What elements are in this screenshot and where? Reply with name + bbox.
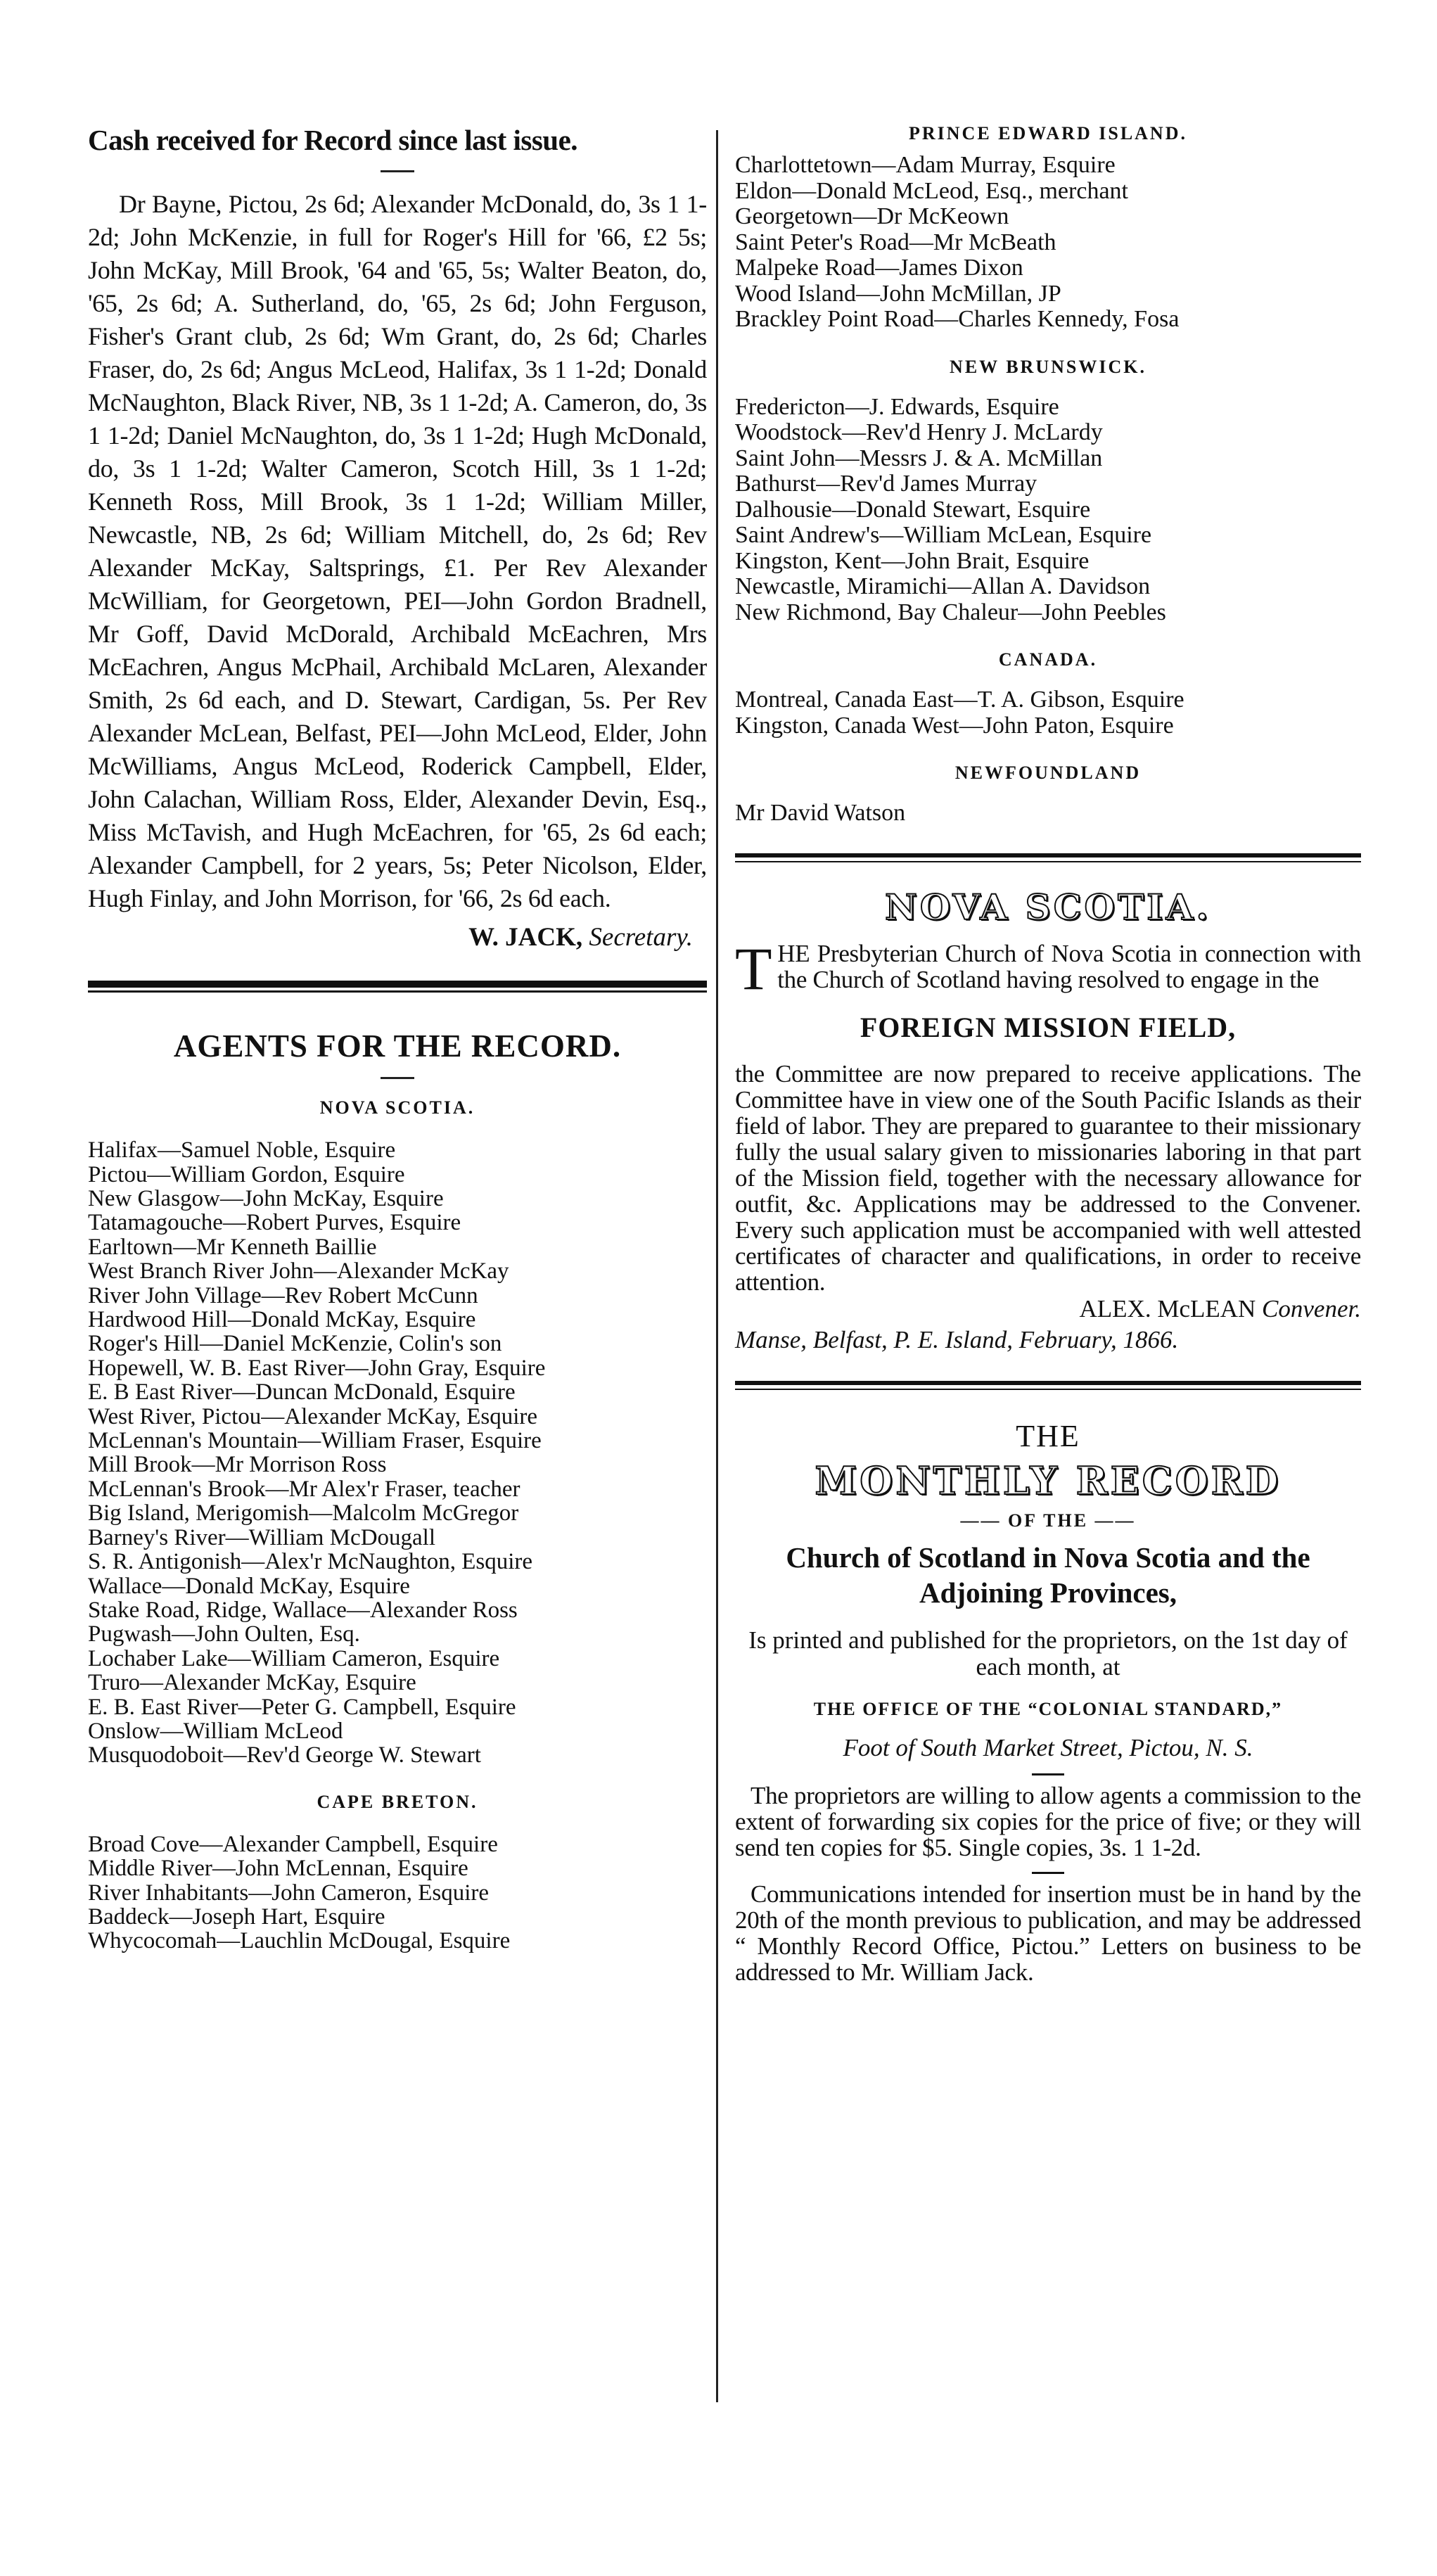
agent-entry: Roger's Hill—Daniel McKenzie, Colin's son xyxy=(88,1331,502,1357)
agent-entry: Charlottetown—Adam Murray, Esquire xyxy=(735,152,1116,178)
agent-entry: Mill Brook—Mr Morrison Ross xyxy=(88,1452,387,1478)
monthly-record-title: MONTHLY RECORD xyxy=(815,1458,1282,1503)
section-rule xyxy=(735,853,1361,862)
agent-entry: Mr David Watson xyxy=(735,800,906,826)
new-brunswick-agent-list xyxy=(735,395,1361,626)
agent-entry: Musquodoboit—Rev'd George W. Stewart xyxy=(88,1742,481,1768)
secretary-signature xyxy=(88,922,693,952)
agent-entry: Saint John—Messrs J. & A. McMillan xyxy=(735,445,1103,471)
agent-entry: Pugwash—John Oulten, Esq. xyxy=(88,1621,360,1647)
church-title: Church of Scotland in Nova Scotia and the Adjoining Provinces, xyxy=(786,1541,1310,1609)
short-divider xyxy=(1032,1872,1064,1874)
agent-entry: Dalhousie—Donald Stewart, Esquire xyxy=(735,496,1091,523)
agent-entry: Woodstock—Rev'd Henry J. McLardy xyxy=(735,419,1103,445)
communications-paragraph: Communications intended for insertion must be in hand by the 20th of the month previous to publication, and may be addressed “ Monthly Record Office, Pictou.” Letters on business to be addressed to Mr. William Jack. xyxy=(735,1880,1361,1986)
agent-entry: Big Island, Merigomish—Malcolm McGregor xyxy=(88,1500,519,1526)
agent-entry: River Inhabitants—John Cameron, Esquire xyxy=(88,1880,490,1906)
agent-entry: Truro—Alexander McKay, Esquire xyxy=(88,1670,416,1696)
section-rule-thick xyxy=(88,981,707,988)
newfoundland-agent-list xyxy=(735,801,1361,827)
agent-entry: E. B East River—Duncan McDonald, Esquire xyxy=(88,1379,516,1405)
new-brunswick-region-heading: NEW BRUNSWICK. xyxy=(950,356,1147,377)
short-divider xyxy=(381,1077,414,1079)
nova-scotia-agent-list xyxy=(88,1138,707,1768)
short-divider xyxy=(1032,1773,1064,1775)
cape-breton-agent-list xyxy=(88,1832,707,1953)
nova-scotia-notice-title: NOVA SCOTIA. xyxy=(885,886,1211,928)
agent-entry: Wood Island—John McMillan, JP xyxy=(735,280,1061,307)
intro-text: HE Presbyterian Church of Nova Scotia in connection with the Church of Scotland having resolved to engage in the xyxy=(777,939,1361,993)
nova-scotia-intro xyxy=(735,934,1361,1002)
convener-name: ALEX. McLEAN xyxy=(1079,1294,1256,1322)
column-divider xyxy=(716,130,718,2402)
agent-entry: River John Village—Rev Robert McCunn xyxy=(88,1282,478,1308)
cape-breton-region-heading: CAPE BRETON. xyxy=(317,1791,478,1812)
cash-received-heading: Cash received for Record since last issue. xyxy=(88,124,578,156)
agent-entry: Hardwood Hill—Donald McKay, Esquire xyxy=(88,1307,476,1333)
agent-entry: Lochaber Lake—William Cameron, Esquire xyxy=(88,1645,500,1671)
office-line: THE OFFICE OF THE “COLONIAL STANDARD,” xyxy=(813,1698,1283,1719)
pei-region-heading: PRINCE EDWARD ISLAND. xyxy=(909,123,1187,144)
agent-entry: Barney's River—William McDougall xyxy=(88,1524,436,1550)
agents-heading: AGENTS FOR THE RECORD. xyxy=(173,1028,622,1064)
signature-name: W. JACK, xyxy=(468,923,583,952)
convener-signature xyxy=(735,1295,1361,1323)
convener-title: Convener. xyxy=(1262,1294,1361,1322)
left-column xyxy=(88,123,707,1953)
agent-entry: Hopewell, W. B. East River—John Gray, Esquire xyxy=(88,1355,546,1381)
agent-entry: Middle River—John McLennan, Esquire xyxy=(88,1856,468,1882)
agent-entry: Pictou—William Gordon, Esquire xyxy=(88,1161,405,1187)
agent-entry: Montreal, Canada East—T. A. Gibson, Esquire xyxy=(735,687,1184,713)
section-rule xyxy=(735,1381,1361,1390)
signature-title: Secretary. xyxy=(589,923,693,952)
agent-entry: McLennan's Mountain—William Fraser, Esquire xyxy=(88,1428,542,1454)
nova-scotia-region-heading: NOVA SCOTIA. xyxy=(319,1097,475,1118)
agent-entry: Broad Cove—Alexander Campbell, Esquire xyxy=(88,1831,498,1857)
right-column xyxy=(735,123,1361,1985)
agent-entry: Whycocomah—Lauchlin McDougal, Esquire xyxy=(88,1928,511,1954)
canada-region-heading: CANADA. xyxy=(998,649,1098,670)
mission-paragraph: the Committee are now prepared to receive applications. The Committee have in view one of the South Pacific Islands as their field of labor. They are prepared to guarantee to their missionary fully the usual salary given to missionaries laboring in that part of the Mission field, together with the necessary allowance for outfit, &c. Applications may be addressed to the Convener. Every such application must be accompanied with well attested certificates of character and qualifications, in order to receive attention. xyxy=(735,1059,1361,1296)
the-label: THE xyxy=(1016,1418,1080,1453)
agent-entry: Stake Road, Ridge, Wallace—Alexander Ross xyxy=(88,1597,518,1623)
short-divider xyxy=(381,170,414,172)
agent-entry: E. B. East River—Peter G. Campbell, Esquire xyxy=(88,1694,516,1720)
agent-entry: Saint Andrew's—William McLean, Esquire xyxy=(735,522,1152,548)
agent-entry: Georgetown—Dr McKeown xyxy=(735,203,1009,229)
agent-entry: New Glasgow—John McKay, Esquire xyxy=(88,1186,444,1211)
drop-cap: T xyxy=(735,934,772,1002)
agent-entry: New Richmond, Bay Chaleur—John Peebles xyxy=(735,599,1166,625)
of-the-label: —— OF THE —— xyxy=(960,1510,1136,1531)
agent-entry: Halifax—Samuel Noble, Esquire xyxy=(88,1137,396,1163)
agent-entry: Kingston, Canada West—John Paton, Esquire xyxy=(735,712,1174,739)
foreign-mission-heading: FOREIGN MISSION FIELD, xyxy=(860,1011,1237,1043)
agent-entry: Eldon—Donald McLeod, Esq., merchant xyxy=(735,177,1128,204)
manse-dateline: Manse, Belfast, P. E. Island, February, 1866. xyxy=(735,1325,1179,1353)
agent-entry: Malpeke Road—James Dixon xyxy=(735,255,1023,281)
agent-entry: Fredericton—J. Edwards, Esquire xyxy=(735,393,1059,420)
section-rule-thin xyxy=(88,990,707,993)
agent-entry: Wallace—Donald McKay, Esquire xyxy=(88,1573,410,1599)
agent-entry: Brackley Point Road—Charles Kennedy, Fosa xyxy=(735,306,1180,332)
address-line: Foot of South Market Street, Pictou, N. S. xyxy=(843,1733,1253,1761)
proprietors-paragraph: The proprietors are willing to allow agents a commission to the extent of forwarding six copies for the price of five; or they will send ten copies for $5. Single copies, 3s. 1 1-2d. xyxy=(735,1781,1361,1861)
agent-entry: Saint Peter's Road—Mr McBeath xyxy=(735,229,1056,255)
agent-entry: West River, Pictou—Alexander McKay, Esquire xyxy=(88,1403,538,1429)
agent-entry: Newcastle, Miramichi—Allan A. Davidson xyxy=(735,573,1151,599)
canada-agent-list xyxy=(735,687,1361,739)
printed-published-text: Is printed and published for the proprietors, on the 1st day of each month, at xyxy=(748,1626,1348,1681)
agent-entry: West Branch River John—Alexander McKay xyxy=(88,1258,509,1284)
agent-entry: McLennan's Brook—Mr Alex'r Fraser, teacher xyxy=(88,1476,520,1502)
agent-entry: Tatamagouche—Robert Purves, Esquire xyxy=(88,1210,461,1236)
agent-entry: S. R. Antigonish—Alex'r McNaughton, Esquire xyxy=(88,1549,532,1575)
cash-received-paragraph: Dr Bayne, Pictou, 2s 6d; Alexander McDonald, do, 3s 1 1-2d; John McKenzie, in full for Roger's Hill for '66, £2 5s; John McKay, Mill Brook, '64 and '65, 5s; Walter Beaton, do, '65, 2s 6d; A. Sutherland, do, '65, 2s 6d; John Ferguson, Fisher's Grant club, 2s 6d; Wm Grant, do, 2s 6d; Charles Fraser, do, 2s 6d; Angus McLeod, Halifax, 3s 1 1-2d; Donald McNaughton, Black River, NB, 3s 1 1-2d; A. Cameron, do, 3s 1 1-2d; Daniel McNaughton, do, 3s 1 1-2d; Hugh McDonald, do, 3s 1 1-2d; Walter Cameron, Scotch Hill, 3s 1 1-2d; Kenneth Ross, Mill Brook, 3s 1 1-2d; William Miller, Newcastle, NB, 2s 6d; William Mitchell, do, 2s 6d; Rev Alexander McKay, Saltsprings, £1. Per Rev Alexander McWilliam, for Georgetown, PEI—John Gordon Bradnell, Mr Goff, David McDorald, Archibald McEachren, Mrs McEachren, Angus McPhail, Archibald McLaren, Alexander Smith, 2s 6d each, and D. Stewart, Cardigan, 5s. Per Rev Alexander McLean, Belfast, PEI—John McLeod, Elder, John McWilliams, Angus McLeod, Roderick Campbell, Elder, John Calachan, William Ross, Elder, Alexander Devin, Esq., Miss McTavish, and Hugh McEachren, for '65, 2s 6d each; Alexander Campbell, for 2 years, 5s; Peter Nicolson, Elder, Hugh Finlay, and John Morrison, for '66, 2s 6d each. xyxy=(88,190,707,913)
agent-entry: Kingston, Kent—John Brait, Esquire xyxy=(735,547,1090,574)
newfoundland-region-heading: NEWFOUNDLAND xyxy=(954,763,1142,783)
agent-entry: Baddeck—Joseph Hart, Esquire xyxy=(88,1904,385,1930)
pei-agent-list xyxy=(735,153,1361,333)
agent-entry: Onslow—William McLeod xyxy=(88,1718,343,1744)
agent-entry: Bathurst—Rev'd James Murray xyxy=(735,471,1037,497)
agent-entry: Earltown—Mr Kenneth Baillie xyxy=(88,1234,377,1260)
